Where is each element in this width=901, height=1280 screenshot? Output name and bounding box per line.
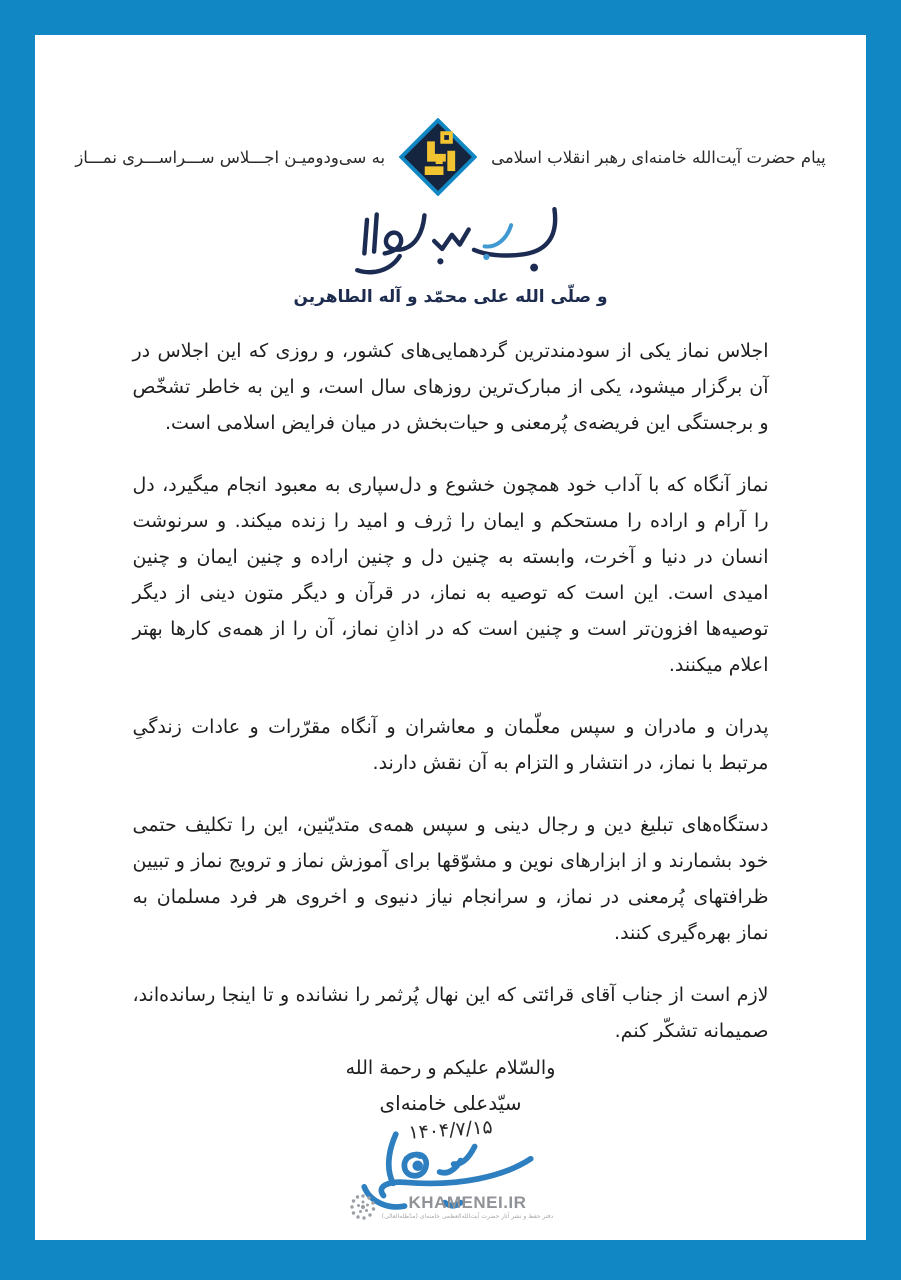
bismillah-calligraphy [35,203,866,287]
letter-date: ۱۴۰۴/۷/۱۵ [407,1116,494,1144]
paragraph-4: دستگاه‌های تبلیغ دین و رجال دینی و سپس همه‌ی متدیّنین، این را تکلیف حتمی خود بشمارند و از ابزارهای نوین و مشوّقها برای آموزش نماز و ترویج نماز و تبیین ظرافتهای پُرمعنی در نماز، و سرانجام نیاز دنیوی و اخروی هر فرد مسلمان به نماز بهره‌گیری کنند. [132,814,769,944]
closing-salam: والسّلام علیکم و رحمة الله [345,1057,556,1079]
brand-caption: دفتر حفظ و نشر آثار حضرت آیت‌الله‌العظمی خامنه‌ای (مدّظله‌العالی) [381,1213,554,1220]
paragraph-1: اجلاس نماز یکی از سودمندترین گردهمایی‌های کشور، و روزی که این اجلاس در آن برگزار میشود، یکی از مبارک‌ترین روزهای سال است، و این به خاطر تشخّص و برجستگی این فریضه‌ی پُرمعنی و حیات‌بخش در میان فرایض اسلامی است. [132,340,769,434]
header-right-title: پیام حضرت آیت‌الله خامنه‌ای رهبر انقلاب اسلامی [491,147,826,167]
signer-name: سیّدعلی خامنه‌ای [379,1091,522,1115]
letter-body [133,333,769,1049]
paragraph-3: پدران و مادران و سپس معلّمان و معاشران و آنگاه مقرّرات و عادات زندگیِ مرتبط با نماز، در انتشار و التزام به آن نقش دارند. [132,716,769,774]
header-left-title: به سی‌ودومیـن اجـــلاس ســـراســـری نمـــاز [75,147,386,167]
rosette-emblem-icon [348,1192,378,1222]
footer [35,1192,866,1222]
letter-header [35,117,866,197]
salawat-line: و صلّی الله علی محمّد و آله الطاهرین [293,287,608,307]
paragraph-5: لازم است از جناب آقای قرائتی که این نهال پُرثمر را نشانده و تا اینجا رسانده‌اند، صمیمانه تشکّر کنم. [132,984,769,1042]
brand-texts [382,1194,553,1220]
brand-name: KHAMENEI.IR [408,1193,527,1212]
letter-page [35,35,866,1240]
paragraph-2: نماز آنگاه که با آداب خود همچون خشوع و دل‌سپاری به معبود انجام میگیرد، دل را آرام و اراده را مستحکم و ایمان را ژرف و امید را زنده میکند. و سرنوشت انسان در دنیا و آخرت، وابسته به چنین دل و چنین اراده و چنین ایمان و چنین امیدی است. این است که توصیه به نماز، در قرآن و دیگر متون دینی از دیگر توصیه‌ها افزون‌تر است و چنین است که در اذانِ نماز، آن را از همه‌ی کارها بهتر اعلام میکنند. [132,474,769,676]
khamenei-ir-brand [348,1192,553,1222]
salat-conference-logo-icon [399,118,477,196]
